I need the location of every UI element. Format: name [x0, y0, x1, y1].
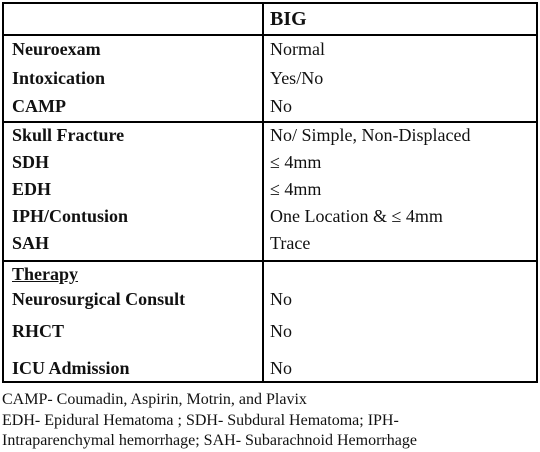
section-divider-imaging	[4, 121, 536, 123]
row-value-edh: ≤ 4mm	[270, 179, 322, 199]
row-value-iph-contusion: One Location & ≤ 4mm	[270, 206, 443, 226]
row-value-sah: Trace	[270, 233, 311, 253]
row-value-neurosurgical-consult: No	[270, 289, 292, 309]
column-header-big: BIG	[270, 8, 307, 30]
section-label-therapy: Therapy	[12, 264, 79, 284]
footnote-camp: CAMP- Coumadin, Aspirin, Motrin, and Plavix	[2, 391, 307, 408]
section-divider-therapy	[4, 260, 536, 262]
footnote-abbreviations-2: Intraparenchymal hemorrhage; SAH- Subarachnoid Hemorrhage	[2, 432, 417, 449]
header-divider	[4, 34, 536, 36]
row-value-neuroexam: Normal	[270, 39, 325, 59]
row-value-camp: No	[270, 96, 292, 116]
row-label-intoxication: Intoxication	[12, 68, 106, 88]
row-value-intoxication: Yes/No	[270, 68, 324, 88]
footnote-abbreviations-1: EDH- Epidural Hematoma ; SDH- Subdural Hematoma; IPH-	[2, 412, 399, 429]
row-value-skull-fracture: No/ Simple, Non-Displaced	[270, 125, 471, 145]
row-value-sdh: ≤ 4mm	[270, 152, 322, 172]
row-label-rhct: RHCT	[12, 321, 65, 341]
row-label-sdh: SDH	[12, 152, 50, 172]
row-value-icu-admission: No	[270, 358, 292, 378]
row-label-icu-admission: ICU Admission	[12, 358, 130, 378]
row-label-camp: CAMP	[12, 96, 66, 116]
row-label-edh: EDH	[12, 179, 52, 199]
criteria-table	[2, 2, 538, 383]
row-value-rhct: No	[270, 321, 292, 341]
row-label-neuroexam: Neuroexam	[12, 39, 101, 59]
row-label-neurosurgical-consult: Neurosurgical Consult	[12, 289, 186, 309]
row-label-sah: SAH	[12, 233, 50, 253]
row-label-skull-fracture: Skull Fracture	[12, 125, 125, 145]
column-divider	[262, 4, 264, 381]
row-label-iph-contusion: IPH/Contusion	[12, 206, 129, 226]
